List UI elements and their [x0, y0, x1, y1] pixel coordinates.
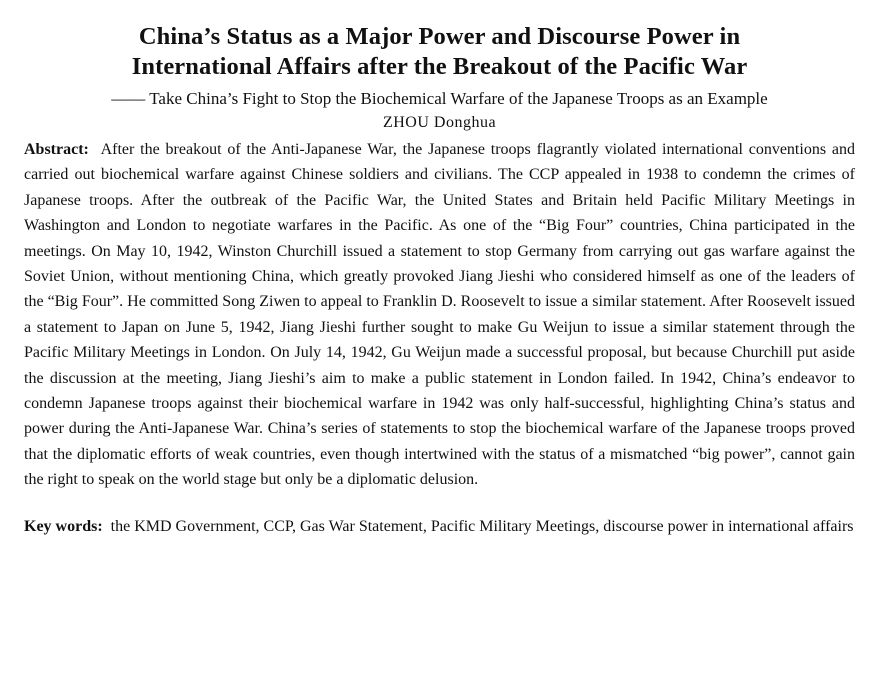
- paper-title: [24, 22, 855, 82]
- keywords-text: the KMD Government, CCP, Gas War Statement, Pacific Military Meetings, discourse power in international affairs: [110, 517, 854, 535]
- paper-page: [0, 22, 878, 675]
- abstract-text: After the breakout of the Anti-Japanese War, the Japanese troops flagrantly violated international conventions and carried out biochemical warfare against Chinese soldiers and civilians. The CCP appealed in 1938 to condemn the crimes of Japanese troops. After the outbreak of the Pacific War, the United States and Britain held Pacific Military Meetings in Washington and London to negotiate warfares in the Pacific. As one of the “Big Four” countries, China participated in the meetings. On May 10, 1942, Winston Churchill issued a statement to stop Germany from carrying out gas warfare against the Soviet Union, without mentioning China, which greatly provoked Jiang Jieshi who considered himself as one of the leaders of the “Big Four”. He committed Song Ziwen to appeal to Franklin D. Roosevelt to issue a similar statement. After Roosevelt issued a statement to Japan on June 5, 1942, Jiang Jieshi further sought to make Gu Weijun to issue a similar statement through the Pacific Military Meetings in London. On July 14, 1942, Gu Weijun made a successful proposal, but because Churchill put aside the discussion at the meeting, Jiang Jieshi’s aim to make a public statement in London failed. In 1942, China’s endeavor to condemn Japanese troops against their biochemical warfare in 1942 was only half-successful, highlighting China’s status and power during the Anti-Japanese War. China’s series of statements to stop the biochemical warfare of the Japanese troops proved that the diplomatic efforts of weak countries, even though intertwined with the status of a mismatched “big power”, cannot gain the right to speak on the world stage but only be a diplomatic delusion.: [24, 141, 855, 489]
- keywords-label: Key words:: [24, 517, 103, 535]
- keywords-paragraph: [24, 516, 855, 538]
- abstract-label: Abstract:: [24, 141, 89, 158]
- paper-author: ZHOU Donghua: [382, 114, 497, 131]
- paper-title-line2: International Affairs after the Breakout of the Pacific War: [131, 53, 748, 80]
- paper-title-line1: China’s Status as a Major Power and Discourse Power in: [138, 23, 741, 50]
- abstract-paragraph: [24, 137, 855, 493]
- paper-subtitle: —— Take China’s Fight to Stop the Biochemical Warfare of the Japanese Troops as an Example: [111, 89, 768, 108]
